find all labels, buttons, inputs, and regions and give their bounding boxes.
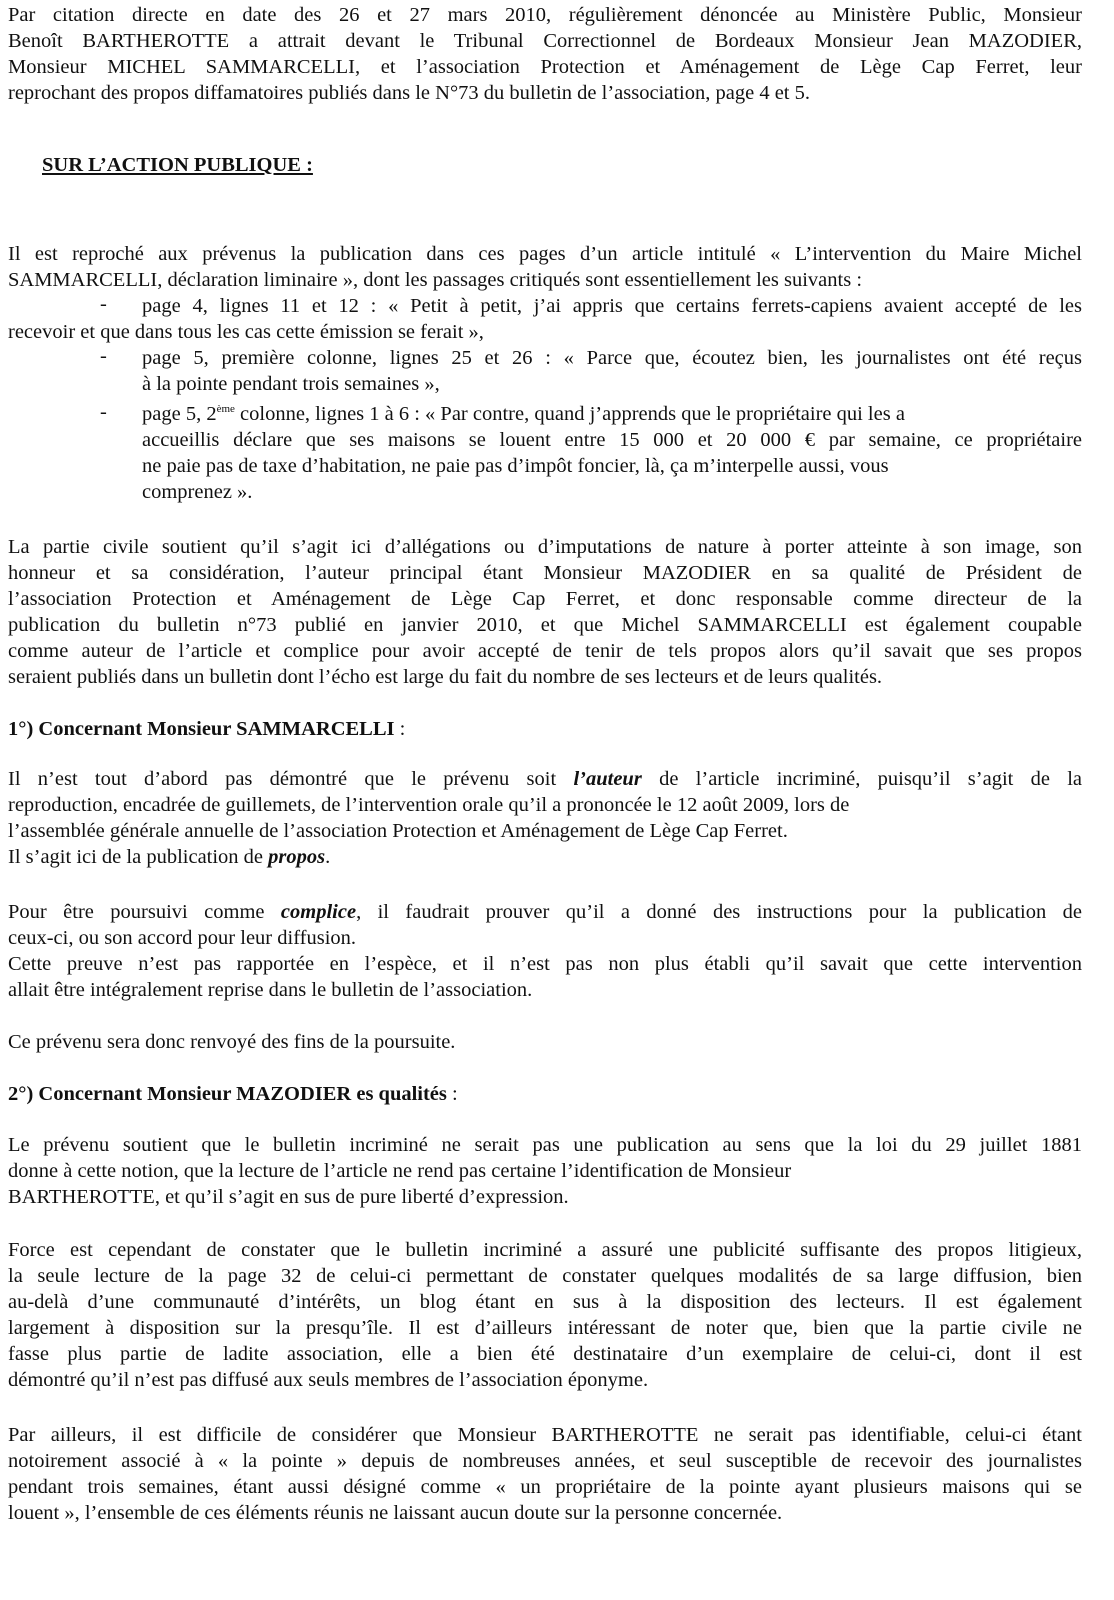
text-run: Pour être poursuivi comme <box>8 901 281 923</box>
heading-mazodier <box>8 1081 1082 1107</box>
text-run: : <box>446 1083 458 1105</box>
text-line: publication du bulletin n°73 publié en janvier 2010, et que Michel SAMMARCELLI est également coupable <box>8 614 1082 636</box>
text-run: de l’article incriminé, puisqu’il s’agit de la <box>641 768 1082 790</box>
text-line: Il est reproché aux prévenus la publication dans ces pages d’un article intitulé « L’intervention du Maire Michel <box>8 243 1082 265</box>
text-line: Benoît BARTHEROTTE a attrait devant le Tribunal Correctionnel de Bordeaux Monsieur Jean MAZODIER, <box>8 30 1082 52</box>
text-line: accueillis déclare que ses maisons se louent entre 15 000 et 20 000 € par semaine, ce propriétaire <box>142 429 1082 451</box>
emphasis-text: complice <box>280 901 357 923</box>
emphasis-text: l’auteur <box>573 768 642 790</box>
emphasis-text: SUR L’ACTION PUBLIQUE : <box>42 154 313 176</box>
text-run: colonne, lignes 1 à 6 : « Par contre, quand j’apprends que le propriétaire qui les a <box>234 403 905 425</box>
text-line: Le prévenu soutient que le bulletin incriminé ne serait pas une publication au sens que la loi du 29 juillet 1881 <box>8 1134 1082 1156</box>
text-line: Par citation directe en date des 26 et 27 mars 2010, régulièrement dénoncée au Ministère Public, Monsieur <box>8 4 1082 26</box>
text-line: Ce prévenu sera donc renvoyé des fins de la poursuite. <box>8 1031 456 1053</box>
text-run: . <box>325 846 331 868</box>
paragraph-bullet-3 <box>8 401 1082 505</box>
text-line <box>8 1081 1082 1107</box>
text-run: : <box>394 718 406 740</box>
text-line: allait être intégralement reprise dans le bulletin de l’association. <box>8 979 533 1001</box>
text-line: au-delà d’une communauté d’intérêts, un blog étant en sus à la disposition des lecteurs. Il est également <box>8 1291 1082 1313</box>
text-line: fasse plus partie de ladite association, elle a bien été destinataire d’un exemplaire de celui-ci, dont il est <box>8 1343 1082 1365</box>
text-line <box>8 766 1082 792</box>
text-line: recevoir et que dans tous les cas cette émission se ferait », <box>8 321 484 343</box>
text-line: Cette preuve n’est pas rapportée en l’espèce, et il n’est pas non plus établi qu’il savait que cette intervention <box>8 953 1082 975</box>
heading-action-publique <box>8 152 1082 178</box>
text-line: Force est cependant de constater que le bulletin incriminé a assuré une publicité suffisante des propos litigieux, <box>8 1239 1082 1261</box>
text-line: seraient publiés dans un bulletin dont l’écho est large du fait du nombre de ses lecteurs et de leurs qualités. <box>8 666 883 688</box>
text-line <box>42 152 1082 178</box>
paragraph-force-est <box>8 1237 1082 1393</box>
text-line: largement à disposition sur la presqu’île. Il est d’ailleurs intéressant de noter que, bien que la partie civile ne <box>8 1317 1082 1339</box>
text-line: SAMMARCELLI, déclaration liminaire », dont les passages critiqués sont essentiellement les suivants : <box>8 269 863 291</box>
paragraph-bullet-2 <box>8 345 1082 397</box>
paragraph-renvoye <box>8 1029 1082 1055</box>
paragraph-reproche <box>8 241 1082 293</box>
text-line: louent », l’ensemble de ces éléments réunis ne laissant aucun doute sur la personne concernée. <box>8 1502 783 1524</box>
text-line: comprenez ». <box>142 481 253 503</box>
paragraph-bullet-1 <box>8 293 1082 345</box>
text-line: donne à cette notion, que la lecture de l’article ne rend pas certaine l’identification de Monsieur <box>8 1160 792 1182</box>
bullet-dash: - <box>100 401 107 423</box>
text-line: Monsieur MICHEL SAMMARCELLI, et l’association Protection et Aménagement de Lège Cap Ferret, leur <box>8 56 1082 78</box>
text-line: page 4, lignes 11 et 12 : « Petit à petit, j’ai appris que certains ferrets-capiens avaient accepté de les <box>142 295 1082 317</box>
text-line: Par ailleurs, il est difficile de considérer que Monsieur BARTHEROTTE ne serait pas identifiable, celui-ci étant <box>8 1424 1082 1446</box>
bullet-dash: - <box>100 293 107 315</box>
heading-sammarcelli <box>8 716 1082 742</box>
paragraph-par-ailleurs <box>8 1422 1082 1526</box>
emphasis-text: propos <box>268 846 326 868</box>
bullet-dash: - <box>100 345 107 367</box>
text-line <box>8 716 1082 742</box>
paragraph-auteur <box>8 766 1082 870</box>
text-line: reprochant des propos diffamatoires publiés dans le N°73 du bulletin de l’association, page 4 et 5. <box>8 82 810 104</box>
superscript: ème <box>216 403 235 416</box>
text-run: Il n’est tout d’abord pas démontré que le prévenu soit <box>8 768 574 790</box>
paragraph-partie-civile <box>8 534 1082 690</box>
text-line <box>8 844 1082 870</box>
text-line: honneur et sa considération, l’auteur principal étant Monsieur MAZODIER en sa qualité de Président de <box>8 562 1082 584</box>
text-line: pendant trois semaines, étant aussi désigné comme « un propriétaire de la pointe ayant plusieurs maisons qui se <box>8 1476 1082 1498</box>
text-line: page 5, première colonne, lignes 25 et 26 : « Parce que, écoutez bien, les journalistes ont été reçus <box>142 347 1082 369</box>
text-line: notoirement associé à « la pointe » depuis de nombreuses années, et seul susceptible de recevoir des journalistes <box>8 1450 1082 1472</box>
text-line: BARTHEROTTE, et qu’il s’agit en sus de pure liberté d’expression. <box>8 1186 569 1208</box>
text-line: ceux-ci, ou son accord pour leur diffusion. <box>8 927 357 949</box>
text-line: ne paie pas de taxe d’habitation, ne paie pas d’impôt foncier, là, ça m’interpelle aussi, vous <box>142 455 889 477</box>
text-line: reproduction, encadrée de guillemets, de l’intervention orale qu’il a prononcée le 12 août 2009, lors de <box>8 794 850 816</box>
text-line: comme auteur de l’article et complice pour avoir accepté de tenir de tels propos alors qu’il savait que ses propos <box>8 640 1082 662</box>
text-run: , il faudrait prouver qu’il a donné des instructions pour la publication de <box>356 901 1082 923</box>
paragraph-intro <box>8 2 1082 106</box>
text-line: à la pointe pendant trois semaines », <box>142 373 440 395</box>
emphasis-text: 1°) Concernant Monsieur SAMMARCELLI <box>8 718 395 740</box>
text-run: page 5, 2 <box>142 403 217 425</box>
emphasis-text: 2°) Concernant Monsieur MAZODIER es qualités <box>8 1083 447 1105</box>
text-line <box>142 401 1082 427</box>
text-line: démontré qu’il n’est pas diffusé aux seuls membres de l’association éponyme. <box>8 1369 649 1391</box>
text-line: La partie civile soutient qu’il s’agit ici d’allégations ou d’imputations de nature à porter atteinte à son image, son <box>8 536 1082 558</box>
paragraph-prevenu-soutient <box>8 1132 1082 1210</box>
text-run: Il s’agit ici de la publication de <box>8 846 269 868</box>
text-line: l’association Protection et Aménagement de Lège Cap Ferret, et donc responsable comme directeur de la <box>8 588 1082 610</box>
text-line: la seule lecture de la page 32 de celui-ci permettant de constater quelques modalités de sa large diffusion, bien <box>8 1265 1082 1287</box>
text-line <box>8 899 1082 925</box>
text-line: l’assemblée générale annuelle de l’association Protection et Aménagement de Lège Cap Ferret. <box>8 820 788 842</box>
paragraph-complice <box>8 899 1082 1003</box>
